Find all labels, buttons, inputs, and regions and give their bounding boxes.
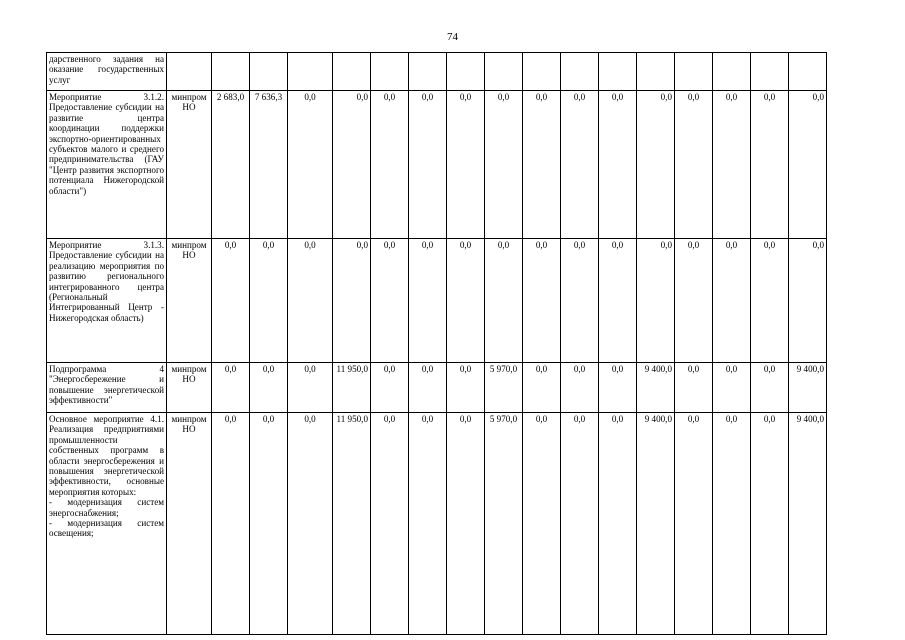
table-row [47, 53, 827, 91]
value-cell [212, 53, 250, 91]
value-cell: 0,0 [599, 413, 637, 635]
value-cell: 0,0 [447, 363, 485, 413]
value-cell: 0,0 [288, 413, 333, 635]
value-cell: 0,0 [751, 239, 789, 363]
value-cell: 0,0 [789, 239, 827, 363]
value-cell: 0,0 [523, 413, 561, 635]
value-cell: 11 950,0 [333, 363, 371, 413]
measure-description-cell: Мероприятие 3.1.3. Предоставление субсидии на реализацию мероприятия по развитию регионального интегрированного центра (Региональный Интегрированный Центр - Нижегородская область) [47, 239, 167, 363]
value-cell: 2 683,0 [212, 91, 250, 239]
value-cell: 0,0 [561, 363, 599, 413]
value-cell: 0,0 [523, 239, 561, 363]
table-row [47, 363, 827, 413]
value-cell: 0,0 [485, 239, 523, 363]
value-cell: 5 970,0 [485, 363, 523, 413]
value-cell: 9 400,0 [789, 363, 827, 413]
value-cell [713, 53, 751, 91]
value-cell: 0,0 [561, 91, 599, 239]
value-cell [447, 53, 485, 91]
value-cell: 0,0 [675, 413, 713, 635]
executor-cell: минпром НО [167, 91, 212, 239]
budget-table [46, 52, 827, 635]
value-cell: 0,0 [409, 91, 447, 239]
value-cell: 0,0 [288, 91, 333, 239]
value-cell: 0,0 [250, 239, 288, 363]
value-cell: 0,0 [713, 239, 751, 363]
measure-description-cell: дарственного задания на оказание государственных услуг [47, 53, 167, 91]
value-cell: 0,0 [371, 363, 409, 413]
measure-description-cell: Подпрограмма 4 "Энергосбережение и повышение энергетической эффективности" [47, 363, 167, 413]
value-cell: 0,0 [371, 239, 409, 363]
value-cell: 9 400,0 [637, 363, 675, 413]
value-cell [675, 53, 713, 91]
value-cell: 0,0 [561, 239, 599, 363]
value-cell: 0,0 [713, 91, 751, 239]
value-cell: 0,0 [447, 413, 485, 635]
table-row [47, 91, 827, 239]
value-cell [288, 53, 333, 91]
value-cell: 0,0 [409, 413, 447, 635]
value-cell: 0,0 [713, 413, 751, 635]
value-cell: 0,0 [675, 239, 713, 363]
value-cell: 0,0 [288, 239, 333, 363]
value-cell: 9 400,0 [789, 413, 827, 635]
value-cell: 0,0 [212, 413, 250, 635]
value-cell: 0,0 [637, 239, 675, 363]
value-cell: 0,0 [250, 413, 288, 635]
value-cell [333, 53, 371, 91]
executor-cell: минпром НО [167, 413, 212, 635]
value-cell [250, 53, 288, 91]
value-cell [485, 53, 523, 91]
value-cell: 0,0 [599, 363, 637, 413]
value-cell [637, 53, 675, 91]
executor-cell: минпром НО [167, 363, 212, 413]
value-cell: 0,0 [751, 413, 789, 635]
value-cell: 0,0 [675, 91, 713, 239]
measure-description-cell: Мероприятие 3.1.2. Предоставление субсидии на развитие центра координации поддержки экспортно-ориентированных субъектов малого и среднего предпринимательства (ГАУ "Центр развития экспортного потенциала Нижегородской области") [47, 91, 167, 239]
value-cell: 0,0 [751, 91, 789, 239]
value-cell: 0,0 [599, 239, 637, 363]
value-cell: 0,0 [333, 239, 371, 363]
executor-cell: минпром НО [167, 239, 212, 363]
value-cell: 0,0 [561, 413, 599, 635]
value-cell: 11 950,0 [333, 413, 371, 635]
value-cell: 0,0 [371, 413, 409, 635]
value-cell: 0,0 [637, 91, 675, 239]
value-cell: 7 636,3 [250, 91, 288, 239]
value-cell: 0,0 [447, 239, 485, 363]
value-cell: 9 400,0 [637, 413, 675, 635]
value-cell [371, 53, 409, 91]
value-cell [789, 53, 827, 91]
value-cell: 0,0 [212, 239, 250, 363]
value-cell [409, 53, 447, 91]
page-number: 74 [447, 31, 458, 43]
executor-cell [167, 53, 212, 91]
table-row [47, 413, 827, 635]
value-cell: 0,0 [212, 363, 250, 413]
value-cell: 0,0 [751, 363, 789, 413]
value-cell: 0,0 [485, 91, 523, 239]
value-cell: 0,0 [523, 91, 561, 239]
value-cell: 0,0 [288, 363, 333, 413]
value-cell: 0,0 [599, 91, 637, 239]
value-cell: 0,0 [675, 363, 713, 413]
value-cell [561, 53, 599, 91]
value-cell [599, 53, 637, 91]
value-cell: 0,0 [789, 91, 827, 239]
value-cell: 0,0 [523, 363, 561, 413]
value-cell: 0,0 [250, 363, 288, 413]
measure-description-cell: Основное мероприятие 4.1. Реализация предприятиями промышленности собственных программ в области энергосбережения и повышения энергетической эффективности, основные мероприятия которых: - модернизация систем энергоснабжения; - модернизация систем освещения; [47, 413, 167, 635]
value-cell: 0,0 [409, 363, 447, 413]
value-cell: 5 970,0 [485, 413, 523, 635]
value-cell: 0,0 [333, 91, 371, 239]
value-cell: 0,0 [447, 91, 485, 239]
value-cell [751, 53, 789, 91]
table-row [47, 239, 827, 363]
value-cell: 0,0 [371, 91, 409, 239]
value-cell [523, 53, 561, 91]
value-cell: 0,0 [409, 239, 447, 363]
value-cell: 0,0 [713, 363, 751, 413]
